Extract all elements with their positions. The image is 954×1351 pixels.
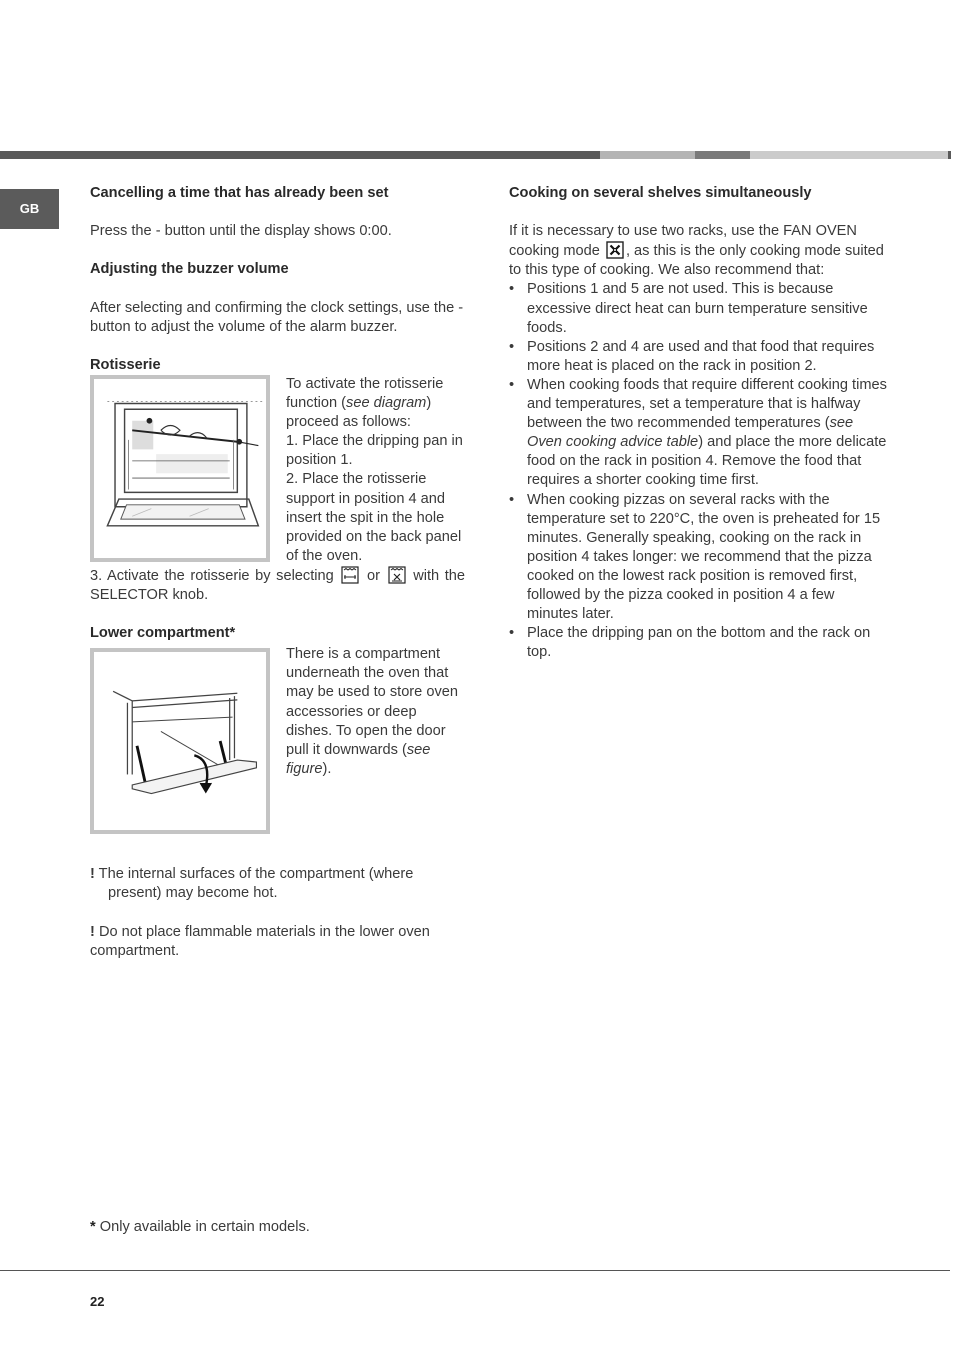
shelves-intro-end: , as this is the only cooking mode suited to this type of cooking. We also recommend that: bbox=[509, 243, 884, 279]
bar-segment-mid bbox=[695, 151, 750, 159]
lower-compartment-description bbox=[286, 645, 465, 779]
bullet-item: • Positions 2 and 4 are used and that food that requires more heat is placed on the rack in position 2. bbox=[509, 338, 889, 376]
rotisserie-step-3-end: with the SELECTOR knob. bbox=[90, 567, 466, 603]
bar-segment-end bbox=[948, 151, 951, 159]
or-text: or bbox=[366, 567, 380, 584]
shelves-intro-text: If it is necessary to use two racks, use the FAN OVEN cooking mode bbox=[509, 223, 857, 260]
footnote-mark: * bbox=[90, 1219, 96, 1235]
rotisserie-step-3-text: 3. Activate the rotisserie by selecting bbox=[90, 567, 334, 584]
bullet-3-end: ) and place the more delicate food on the rack in position 4. Remove the food that requires a shorter cooking time first. bbox=[527, 434, 887, 489]
rotisserie-step-2: 2. Place the rotisserie support in position 4 and insert the spit in the hole provided on the back panel of the oven. bbox=[286, 471, 462, 564]
lower-text: There is a compartment underneath the oven that may be used to store oven accessories or deep dishes. To open the door pull it downwards ( bbox=[286, 646, 458, 758]
language-tab: GB bbox=[0, 189, 59, 229]
left-column bbox=[90, 184, 465, 961]
see-figure-ref: see figure bbox=[286, 741, 431, 777]
header-color-bar bbox=[0, 151, 954, 159]
bullet-item: • When cooking pizzas on several racks with the temperature set to 220°C, the oven is preheated for 15 minutes. Generally speaking, cooking on the rack in position 4 takes longer: we recommend that the pizza cooked on the lowest rack position is removed first, followed by the pizza cooked in position 4 a few minutes later. bbox=[509, 491, 889, 625]
bullet-item: • Positions 1 and 5 are not used. This is because excessive direct heat can burn temperature sensitive foods. bbox=[509, 280, 889, 337]
rotisserie-fan-grill-icon bbox=[388, 566, 406, 584]
warning-mark: ! bbox=[90, 923, 95, 940]
lower-compartment-illustration bbox=[94, 652, 266, 830]
bullet-3-text: When cooking foods that require different cooking times and temperatures, set a temperature that is halfway between the two recommended temperatures ( bbox=[527, 376, 887, 432]
buzzer-heading: Adjusting the buzzer volume bbox=[90, 261, 289, 278]
bullet-item bbox=[509, 376, 889, 491]
bar-segment-light bbox=[600, 151, 695, 159]
bar-segment-pale bbox=[750, 151, 948, 159]
bullet-item: • Place the dripping pan on the bottom and the rack on top. bbox=[509, 624, 889, 662]
see-diagram-ref: see diagram bbox=[346, 395, 427, 412]
page-number: 22 bbox=[90, 1294, 105, 1309]
warning-flammable bbox=[90, 923, 465, 961]
rotisserie-intro bbox=[286, 375, 465, 432]
cancel-time-text: Press the - button until the display shows 0:00. bbox=[90, 223, 392, 240]
cancel-time-heading: Cancelling a time that has already been set bbox=[90, 185, 389, 201]
rotisserie-intro-text: To activate the rotisserie function ( bbox=[286, 375, 444, 412]
lower-compartment-heading: Lower compartment* bbox=[90, 625, 236, 642]
oven-rotisserie-illustration bbox=[94, 379, 266, 558]
warning-2-text: Do not place flammable materials in the lower oven compartment. bbox=[90, 923, 430, 959]
right-column bbox=[509, 184, 889, 662]
warning-1-text: The internal surfaces of the compartment (where present) may become hot. bbox=[98, 866, 414, 902]
lower-text-end: ). bbox=[322, 760, 332, 777]
warning-mark: ! bbox=[90, 866, 95, 883]
footer-divider bbox=[0, 1270, 950, 1271]
rotisserie-intro-end: ) proceed as follows: bbox=[286, 395, 432, 431]
footnote-text: Only available in certain models. bbox=[95, 1219, 310, 1235]
warning-hot-surfaces bbox=[90, 865, 465, 903]
lower-compartment-section bbox=[90, 643, 465, 834]
rotisserie-step-3 bbox=[90, 566, 465, 605]
bar-segment-dark bbox=[0, 151, 600, 159]
rotisserie-grill-icon bbox=[341, 566, 359, 584]
buzzer-text: After selecting and confirming the clock settings, use the - button to adjust the volume of the alarm buzzer. bbox=[90, 299, 464, 335]
rotisserie-section bbox=[90, 375, 465, 566]
shelves-intro bbox=[509, 222, 889, 280]
rotisserie-heading: Rotisserie bbox=[90, 356, 161, 373]
lower-compartment-text bbox=[286, 643, 465, 779]
see-table-ref: see Oven cooking advice table bbox=[527, 415, 854, 451]
lower-compartment-diagram bbox=[90, 648, 270, 834]
footnote bbox=[90, 1218, 310, 1237]
shelves-bullet-list bbox=[509, 280, 889, 662]
rotisserie-diagram bbox=[90, 375, 270, 562]
rotisserie-step-1: 1. Place the dripping pan in position 1. bbox=[286, 433, 463, 469]
rotisserie-instructions bbox=[286, 375, 465, 566]
shelves-heading: Cooking on several shelves simultaneously bbox=[509, 185, 812, 201]
fan-oven-icon bbox=[606, 241, 624, 259]
